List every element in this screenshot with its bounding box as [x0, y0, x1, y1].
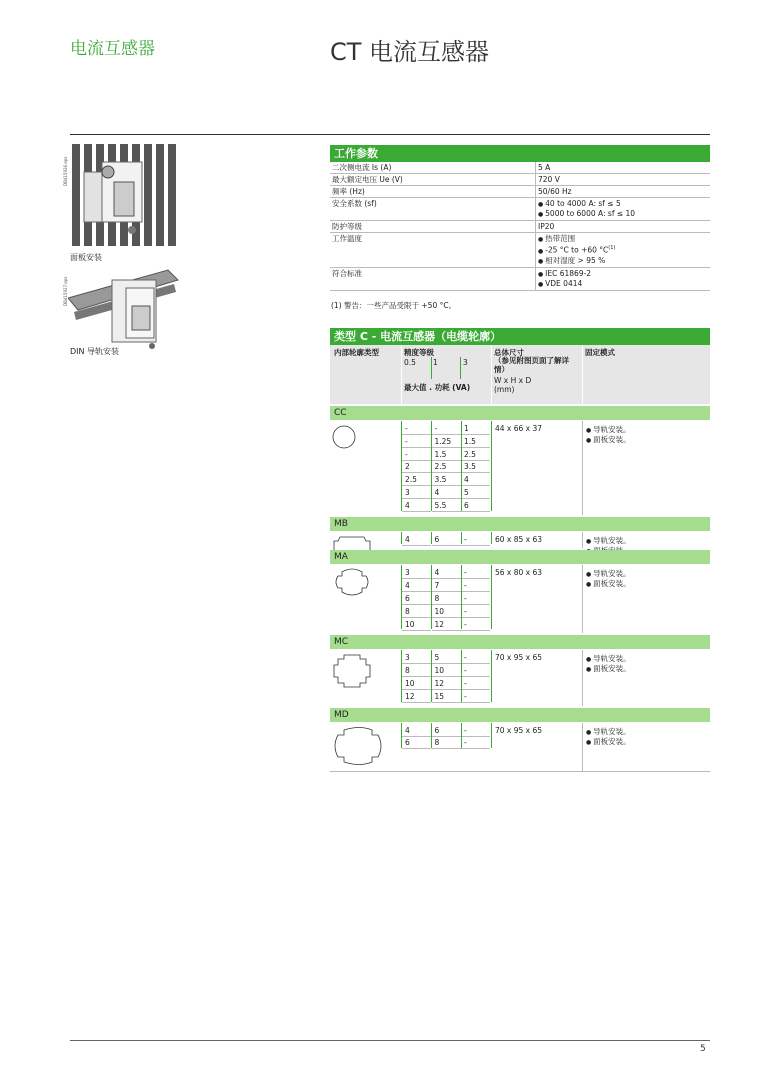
- panel-mount-photo: [70, 142, 180, 248]
- power-value: -: [461, 737, 490, 749]
- power-value: 6: [402, 737, 431, 749]
- profile-shape-cc: [332, 424, 358, 451]
- column-divider: [401, 650, 402, 701]
- power-value: 4: [461, 474, 490, 486]
- param-label: 最大额定电压 Ue (V): [330, 174, 536, 186]
- bullet-item: ● VDE 0414: [538, 279, 708, 289]
- power-value: -: [461, 567, 490, 579]
- header-dims-note: （参见附图页面了解详情）: [494, 356, 569, 374]
- bullet-item: ● -25 °C to +60 $^\circ C^{(1)}$: [538, 244, 708, 256]
- image-code-2: DB415927.eps: [63, 276, 68, 306]
- table-row: [330, 174, 710, 186]
- mount-option: ● 导轨安装。: [586, 653, 631, 664]
- mount-option: ● 面板安装。: [586, 578, 631, 589]
- power-value: 6: [432, 534, 461, 546]
- page-number: 5: [700, 1044, 706, 1054]
- table-row: [330, 233, 710, 268]
- param-value: 5 A: [536, 162, 711, 174]
- power-value: 6: [461, 500, 490, 512]
- column-divider: [582, 532, 583, 549]
- mount-option: ● 导轨安装。: [586, 424, 631, 435]
- profile-shape-mc: [332, 653, 372, 689]
- power-value: 1.5: [432, 449, 461, 461]
- power-value: 4: [432, 567, 461, 579]
- column-divider: [582, 421, 583, 515]
- table-row: [330, 221, 710, 233]
- header-dims-unit: W x H x D: [494, 376, 532, 385]
- dimensions-value: 70 x 95 x 65: [495, 725, 543, 735]
- section-label-md: MD: [330, 708, 710, 722]
- power-value: 3.5: [461, 461, 490, 473]
- column-divider: [401, 532, 402, 545]
- column-divider: [461, 723, 462, 749]
- image-caption-2: DIN 导轨安装: [70, 347, 120, 356]
- profile-shape-ma: [332, 568, 372, 598]
- power-value: 2: [402, 461, 431, 473]
- column-divider: [401, 723, 402, 749]
- profile-shape-md: [332, 726, 384, 766]
- power-value: -: [461, 678, 490, 690]
- power-value: 2.5: [402, 474, 431, 486]
- power-value: -: [402, 423, 431, 435]
- section-label-mc: MC: [330, 635, 710, 649]
- params-title: 工作参数: [330, 145, 710, 162]
- column-divider: [461, 532, 462, 545]
- power-value: 12: [432, 678, 461, 690]
- params-table: [330, 162, 710, 291]
- power-value: -: [461, 665, 490, 677]
- column-divider: [491, 565, 492, 629]
- power-value: 10: [402, 678, 431, 690]
- param-label: 防护等级: [330, 221, 536, 233]
- column-divider: [582, 650, 583, 705]
- header-power-label: 最大值 . 功耗 (VA): [404, 383, 471, 392]
- power-value: 12: [402, 691, 431, 703]
- power-value: 1.5: [461, 436, 490, 448]
- footnote: (1) 警告：一些产品受限于 +50 °C。: [331, 301, 457, 310]
- mount-option: ● 面板安装。: [586, 434, 631, 445]
- typec-header: [330, 345, 710, 404]
- section-title: 电流互感器: [70, 39, 155, 59]
- power-value: -: [402, 449, 431, 461]
- power-value: -: [402, 436, 431, 448]
- power-value: -: [461, 619, 490, 631]
- class-label: 0.5: [404, 358, 416, 367]
- table-row: [330, 162, 710, 174]
- footnote-ref: (1): [608, 245, 616, 251]
- param-value: [536, 198, 711, 221]
- power-value: 8: [402, 606, 431, 618]
- section-label-cc: CC: [330, 406, 710, 420]
- power-value: 10: [432, 606, 461, 618]
- power-value: 2.5: [432, 461, 461, 473]
- param-label: 工作温度: [330, 233, 536, 268]
- power-value: 5: [432, 652, 461, 664]
- mount-option: ● 导轨安装。: [586, 535, 631, 546]
- power-value: 3.5: [432, 474, 461, 486]
- power-value: 3: [402, 652, 431, 664]
- bullet-item: ● 热带范围: [538, 234, 708, 244]
- power-value: 4: [402, 725, 431, 737]
- param-value: [536, 233, 711, 268]
- column-divider: [582, 565, 583, 633]
- power-value: 10: [432, 665, 461, 677]
- column-divider: [401, 421, 402, 511]
- power-value: 15: [432, 691, 461, 703]
- header-dims-label: 总体尺寸: [494, 348, 524, 357]
- param-value: IP20: [536, 221, 711, 233]
- section-label-mb: MB: [330, 517, 710, 531]
- mount-option: ● 面板安装。: [586, 736, 631, 747]
- column-divider: [491, 650, 492, 701]
- power-value: 4: [402, 500, 431, 512]
- column-divider: [401, 565, 402, 629]
- mount-option: ● 导轨安装。: [586, 726, 631, 737]
- bottom-rule: [70, 1040, 710, 1041]
- bullet-item: ● 40 to 4000 A: sf ≤ 5: [538, 199, 708, 209]
- power-value: 12: [432, 619, 461, 631]
- class-label: 3: [463, 358, 468, 367]
- column-divider: [491, 723, 492, 749]
- column-divider: [491, 532, 492, 545]
- power-value: 4: [402, 580, 431, 592]
- header-mount-label: 固定模式: [585, 348, 615, 357]
- top-rule: [70, 134, 710, 135]
- power-value: -: [461, 593, 490, 605]
- power-value: 1: [461, 423, 490, 435]
- header-power: [404, 382, 470, 393]
- power-value: 7: [432, 580, 461, 592]
- mount-option: ● 面板安装。: [586, 663, 631, 674]
- table-row: [330, 267, 710, 290]
- header-mount: [583, 345, 710, 404]
- dimensions-value: 56 x 80 x 63: [495, 568, 543, 578]
- param-label: 频率 (Hz): [330, 186, 536, 198]
- column-divider: [431, 650, 432, 701]
- power-value: 6: [402, 593, 431, 605]
- power-value: 5: [461, 487, 490, 499]
- dimensions-value: 44 x 66 x 37: [495, 424, 543, 433]
- power-value: 8: [402, 665, 431, 677]
- power-value: -: [461, 725, 490, 737]
- page-title: CT 电流互感器: [330, 38, 490, 66]
- bullet-item: ● IEC 61869-2: [538, 269, 708, 279]
- power-value: 6: [432, 725, 461, 737]
- header-dims: [492, 345, 583, 404]
- din-rail-photo: [68, 262, 180, 352]
- class-label: 1: [433, 358, 438, 367]
- param-value: [536, 267, 711, 290]
- dimensions-value: 70 x 95 x 65: [495, 653, 543, 663]
- param-label: 安全系数 (sf): [330, 198, 536, 221]
- column-divider: [431, 723, 432, 749]
- power-value: 5.5: [432, 500, 461, 512]
- power-value: -: [461, 691, 490, 703]
- power-value: -: [461, 652, 490, 664]
- column-divider: [431, 532, 432, 545]
- param-label: 符合标准: [330, 267, 536, 290]
- header-dims-unit: (mm): [494, 385, 515, 394]
- power-value: 1.25: [432, 436, 461, 448]
- dimensions-value: 60 x 85 x 63: [495, 534, 543, 544]
- power-value: 3: [402, 567, 431, 579]
- column-divider: [491, 421, 492, 511]
- image-code-1: DB415926.eps: [63, 156, 68, 186]
- power-value: -: [461, 534, 490, 546]
- column-divider: [582, 723, 583, 771]
- image-caption-1: 面板安装: [70, 253, 102, 262]
- mount-option: ● 导轨安装。: [586, 568, 631, 579]
- header-accuracy: [402, 345, 492, 404]
- power-value: -: [432, 423, 461, 435]
- power-value: 4: [402, 534, 431, 546]
- power-value: 4: [432, 487, 461, 499]
- table-bottom-rule: [330, 771, 710, 772]
- section-label-ma: MA: [330, 550, 710, 564]
- header-profile-label: 内部轮廓类型: [334, 348, 379, 357]
- column-divider: [461, 565, 462, 629]
- power-value: 8: [432, 593, 461, 605]
- power-value: -: [461, 606, 490, 618]
- power-value: 10: [402, 619, 431, 631]
- typec-title: 类型 C - 电流互感器（电缆轮廓）: [330, 328, 710, 345]
- column-divider: [461, 650, 462, 701]
- table-row: [330, 186, 710, 198]
- param-value: 720 V: [536, 174, 711, 186]
- column-divider: [461, 421, 462, 511]
- param-value: 50/60 Hz: [536, 186, 711, 198]
- power-value: 2.5: [461, 449, 490, 461]
- param-label: 二次侧电流 Is (A): [330, 162, 536, 174]
- power-value: 8: [432, 737, 461, 749]
- power-value: -: [461, 580, 490, 592]
- power-value: 3: [402, 487, 431, 499]
- table-row: [330, 198, 710, 221]
- header-accuracy-label: 精度等级: [404, 348, 434, 357]
- bullet-item: ● 相对湿度 > 95 %: [538, 256, 708, 266]
- column-divider: [431, 421, 432, 511]
- bullet-item: ● 5000 to 6000 A: sf ≤ 10: [538, 209, 708, 219]
- header-profile: [330, 345, 402, 404]
- column-divider: [431, 565, 432, 629]
